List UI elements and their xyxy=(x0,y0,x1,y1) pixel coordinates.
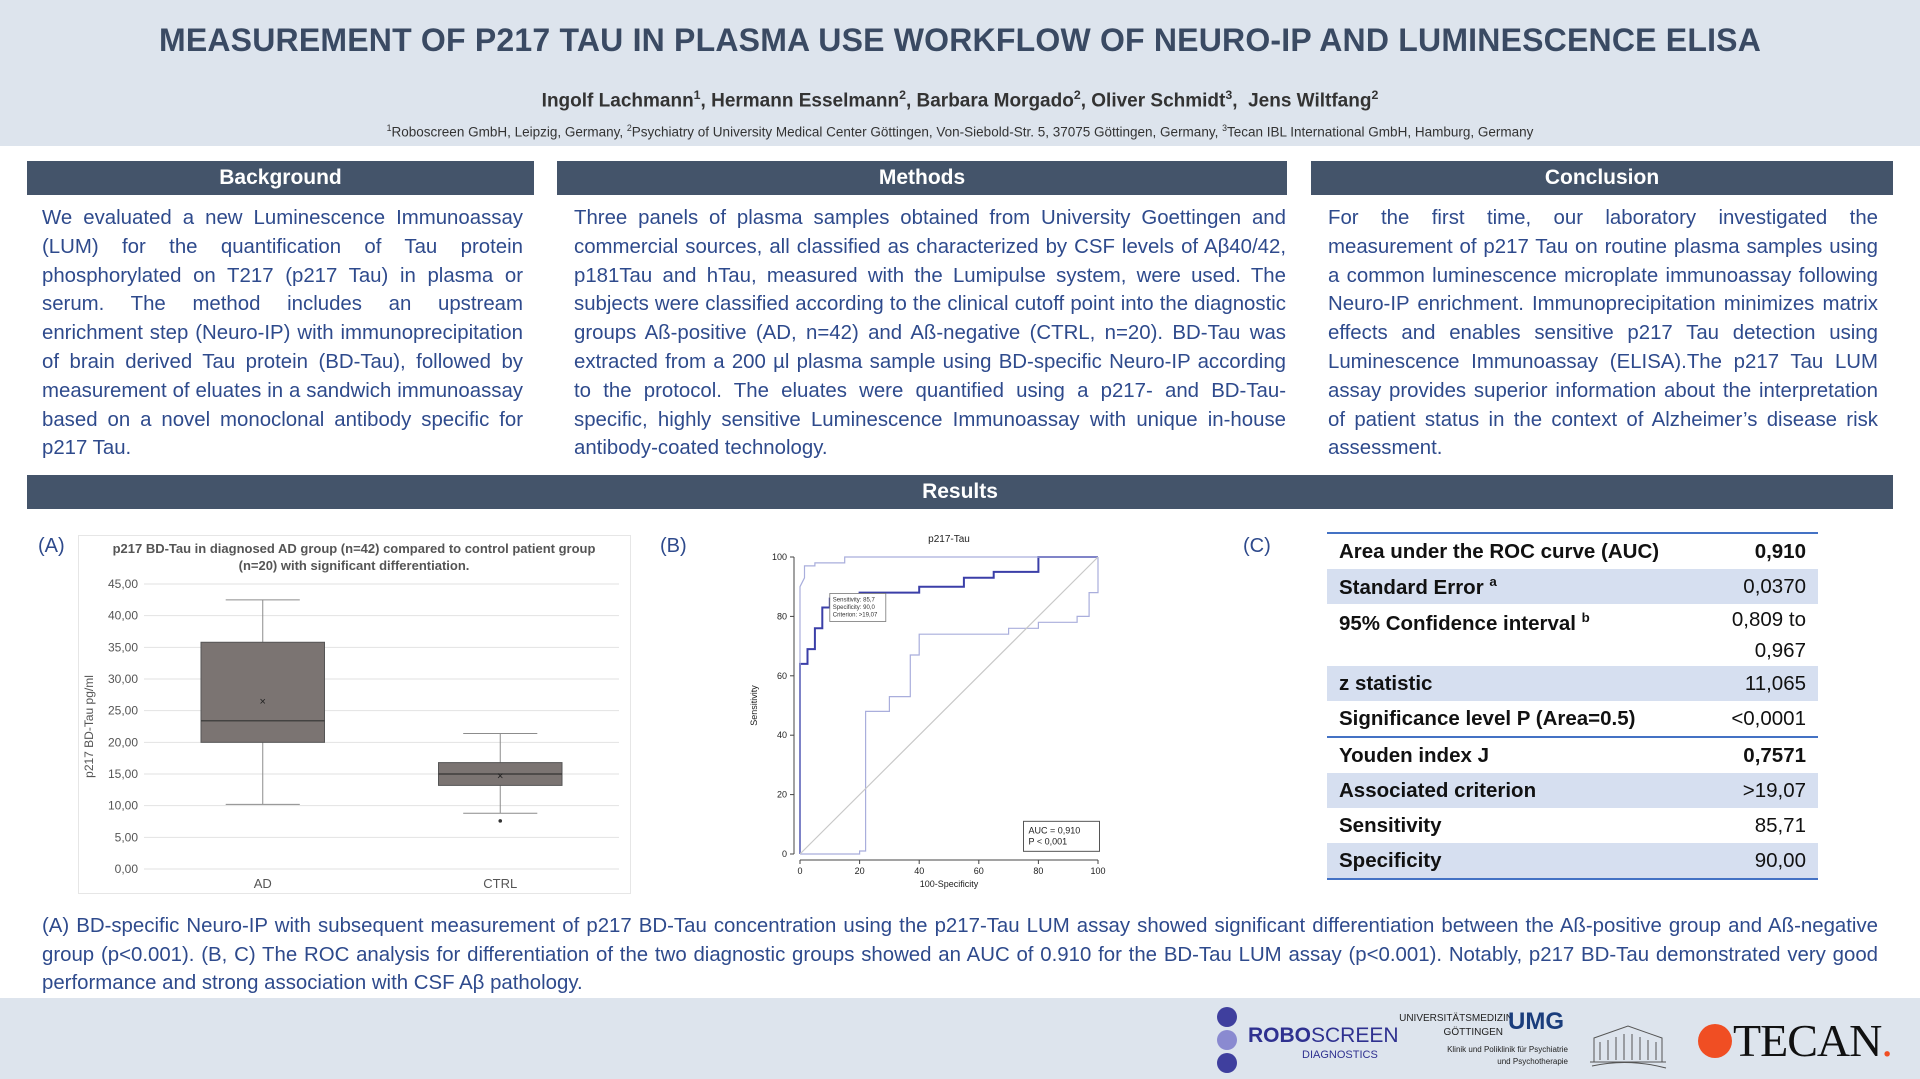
y-tick-label: 40 xyxy=(776,730,787,741)
x-tick-label: AD xyxy=(253,876,272,891)
y-tick-label: 15,00 xyxy=(107,767,138,781)
y-tick-label: 60 xyxy=(776,670,787,681)
tecan-logo-text: TECAN. xyxy=(1733,1015,1892,1066)
results-summary: (A) BD-specific Neuro-IP with subsequent measurement of p217 BD-Tau concentration using the p217-Tau LUM assay showed significant differentiation between the Aß-positive group and Aß-negative group (p<0.001). (B, C) The ROC analysis for differentiation of the two diagnostic groups showed an AUC of 0.910 for the BD-Tau LUM assay (p<0.001). Notably, p217 BD-Tau demonstrated very good performance and strong association with CSF Aβ pathology. xyxy=(42,915,1878,995)
author-list: Ingolf Lachmann$^1$, Hermann Esselmann$^2$, Barbara Morgado$^2$, Oliver Schmidt$^3$, Jens Wiltfang$^2$ xyxy=(541,88,1379,112)
y-axis-label: p217 BD-Tau pg/ml xyxy=(82,675,96,778)
y-tick-label: 20 xyxy=(776,789,787,800)
affiliations: $^1$Roboscreen GmbH, Leipzig, Germany, $^2$Psychiatry of University Medical Center Göttingen, Von-Siebold-Str. 5, 37075 Göttingen, Germany, $^3$Tecan IBL International GmbH, Hamburg, Germany xyxy=(386,123,1534,140)
y-tick-label: 30,00 xyxy=(107,672,138,686)
methods-heading: Methods xyxy=(557,161,1287,195)
x-tick-label: 100 xyxy=(1090,866,1106,876)
y-tick-label: 5,00 xyxy=(114,830,138,845)
footer-logo-bar xyxy=(0,998,1920,1079)
methods-text: Three panels of plasma samples obtained from University Goettingen and commercial sources, all classified as characterized by CSF levels of Aβ40/42, p181Tau and hTau, measured with the Lumipulse system, were used. The subjects were classified according to the clinical cutoff point into the diagnostic groups Aß-positive (AD, n=42) and Aß-negative (CTRL, n=20). BD-Tau was extracted from a 200 µl plasma sample using BD-specific Neuro-IP according to the protocol. The eluates were quantified using a p217- and BD-Tau-specific, highly sensitive Luminescence Immunoassay with unique in-house antibody-coated technology. xyxy=(574,207,1286,460)
umg-logo-sub1: Klinik und Poliklinik für Psychiatrie xyxy=(1447,1045,1568,1054)
panel-a-label: (A) xyxy=(38,535,65,557)
y-tick-label: 45,00 xyxy=(107,577,138,591)
x-tick-label: 80 xyxy=(1033,866,1044,876)
roc-statistics-table xyxy=(1327,532,1818,880)
umg-building-icon xyxy=(1588,1012,1668,1070)
umg-logo-line1: UNIVERSITÄTSMEDIZIN xyxy=(1399,1013,1513,1024)
y-tick-label: 80 xyxy=(776,611,787,622)
tecan-logo-icon xyxy=(1697,1023,1733,1059)
x-tick-label: CTRL xyxy=(483,876,518,891)
roc-chart xyxy=(735,528,1115,896)
x-tick-label: 20 xyxy=(854,866,865,876)
background-text: We evaluated a new Luminescence Immunoassay (LUM) for the quantification of Tau protein phosphorylated on T217 (p217 Tau) in plasma or serum. The method includes an upstream enrichment step (Neuro-IP) with immunoprecipitation of brain derived Tau protein (BD-Tau), followed by measurement of eluates in a sandwich immunoassay based on a novel monoclonal antibody specific for p217 Tau. xyxy=(42,207,523,460)
y-tick-label: 0,00 xyxy=(114,862,138,876)
panel-b-label: (B) xyxy=(660,535,687,557)
roboscreen-logo-subtitle: DIAGNOSTICS xyxy=(1302,1049,1378,1061)
table-row: Youden index J 0,7571 xyxy=(1339,743,1806,767)
umg-logo-text: UMG xyxy=(1508,1008,1564,1035)
outlier-point xyxy=(498,819,502,823)
roboscreen-logo-icon xyxy=(1214,1006,1240,1074)
boxplot-svg xyxy=(79,536,630,893)
box-ctrl xyxy=(439,733,563,822)
poster-title: MEASUREMENT OF P217 TAU IN PLASMA USE WORKFLOW OF NEURO-IP AND LUMINESCENCE ELISA xyxy=(158,22,1762,58)
mean-marker: × xyxy=(497,770,504,783)
y-tick-label: 25,00 xyxy=(107,703,138,718)
boxplot-title: p217 BD-Tau in diagnosed AD group (n=42) compared to control patient group (n=20) with significant differentiation. xyxy=(112,541,596,573)
y-axis-label: Sensitivity xyxy=(749,685,759,726)
y-tick-label: 100 xyxy=(771,552,787,562)
table-row: z statistic 11,065 xyxy=(1327,666,1818,701)
results-heading: Results xyxy=(27,475,1893,509)
y-tick-label: 35,00 xyxy=(107,640,138,655)
panel-c-label: (C) xyxy=(1243,535,1271,557)
criterion-text: Criterion: >19,07 xyxy=(832,612,878,619)
y-tick-label: 40,00 xyxy=(107,608,138,623)
table-row: Standard Error $^a$ 0,0370 xyxy=(1327,569,1818,604)
background-heading: Background xyxy=(27,161,534,195)
auc-annotation xyxy=(1024,821,1100,851)
boxplot-chart xyxy=(78,535,631,894)
x-axis-label: 100-Specificity xyxy=(919,879,979,889)
table-row: 95% Confidence interval $^b$ 0,809 to 0,967 xyxy=(1339,608,1806,662)
roc-svg xyxy=(735,528,1115,896)
conclusion-heading: Conclusion xyxy=(1311,161,1893,195)
y-tick-label: 20,00 xyxy=(107,735,138,750)
auc-text: P < 0,001 xyxy=(1028,836,1068,847)
table-row: Associated criterion >19,07 xyxy=(1327,773,1818,808)
table-row: Area under the ROC curve (AUC) 0,910 xyxy=(1327,533,1818,569)
criterion-text: Sensitivity: 85,7 xyxy=(832,597,875,604)
criterion-text: Specificity: 90,0 xyxy=(832,604,875,611)
mean-marker: × xyxy=(259,696,266,709)
conclusion-text: For the first time, our laboratory investigated the measurement of p217 Tau on routine plasma samples using a common luminescence microplate immunoassay following Neuro-IP enrichment. Immunoprecipitation minimizes matrix effects and enables sensitive p217 Tau detection using Luminescence Immunoassay (ELISA).The p217 Tau LUM assay provides superior information about the interpretation of patient status in the context of Alzheimer’s disease risk assessment. xyxy=(1328,207,1878,460)
x-tick-label: 0 xyxy=(797,866,803,876)
x-tick-label: 60 xyxy=(973,866,984,876)
x-tick-label: 40 xyxy=(914,866,925,876)
table-row: Significance level P (Area=0.5) <0,0001 xyxy=(1327,701,1818,737)
table-row: Sensitivity 85,71 xyxy=(1339,813,1806,837)
box-iqr xyxy=(201,642,325,742)
umg-logo-sub2: und Psychotherapie xyxy=(1497,1057,1568,1066)
criterion-annotation xyxy=(830,593,886,621)
roc-title: p217-Tau xyxy=(928,534,970,545)
y-tick-label: 0 xyxy=(781,849,787,859)
roboscreen-logo-text: ROBOSCREEN xyxy=(1248,1024,1399,1047)
umg-logo-line2: GÖTTINGEN xyxy=(1443,1027,1503,1038)
y-tick-label: 10,00 xyxy=(107,798,138,813)
table-row: Specificity 90,00 xyxy=(1327,843,1818,879)
auc-text: AUC = 0,910 xyxy=(1028,825,1081,836)
